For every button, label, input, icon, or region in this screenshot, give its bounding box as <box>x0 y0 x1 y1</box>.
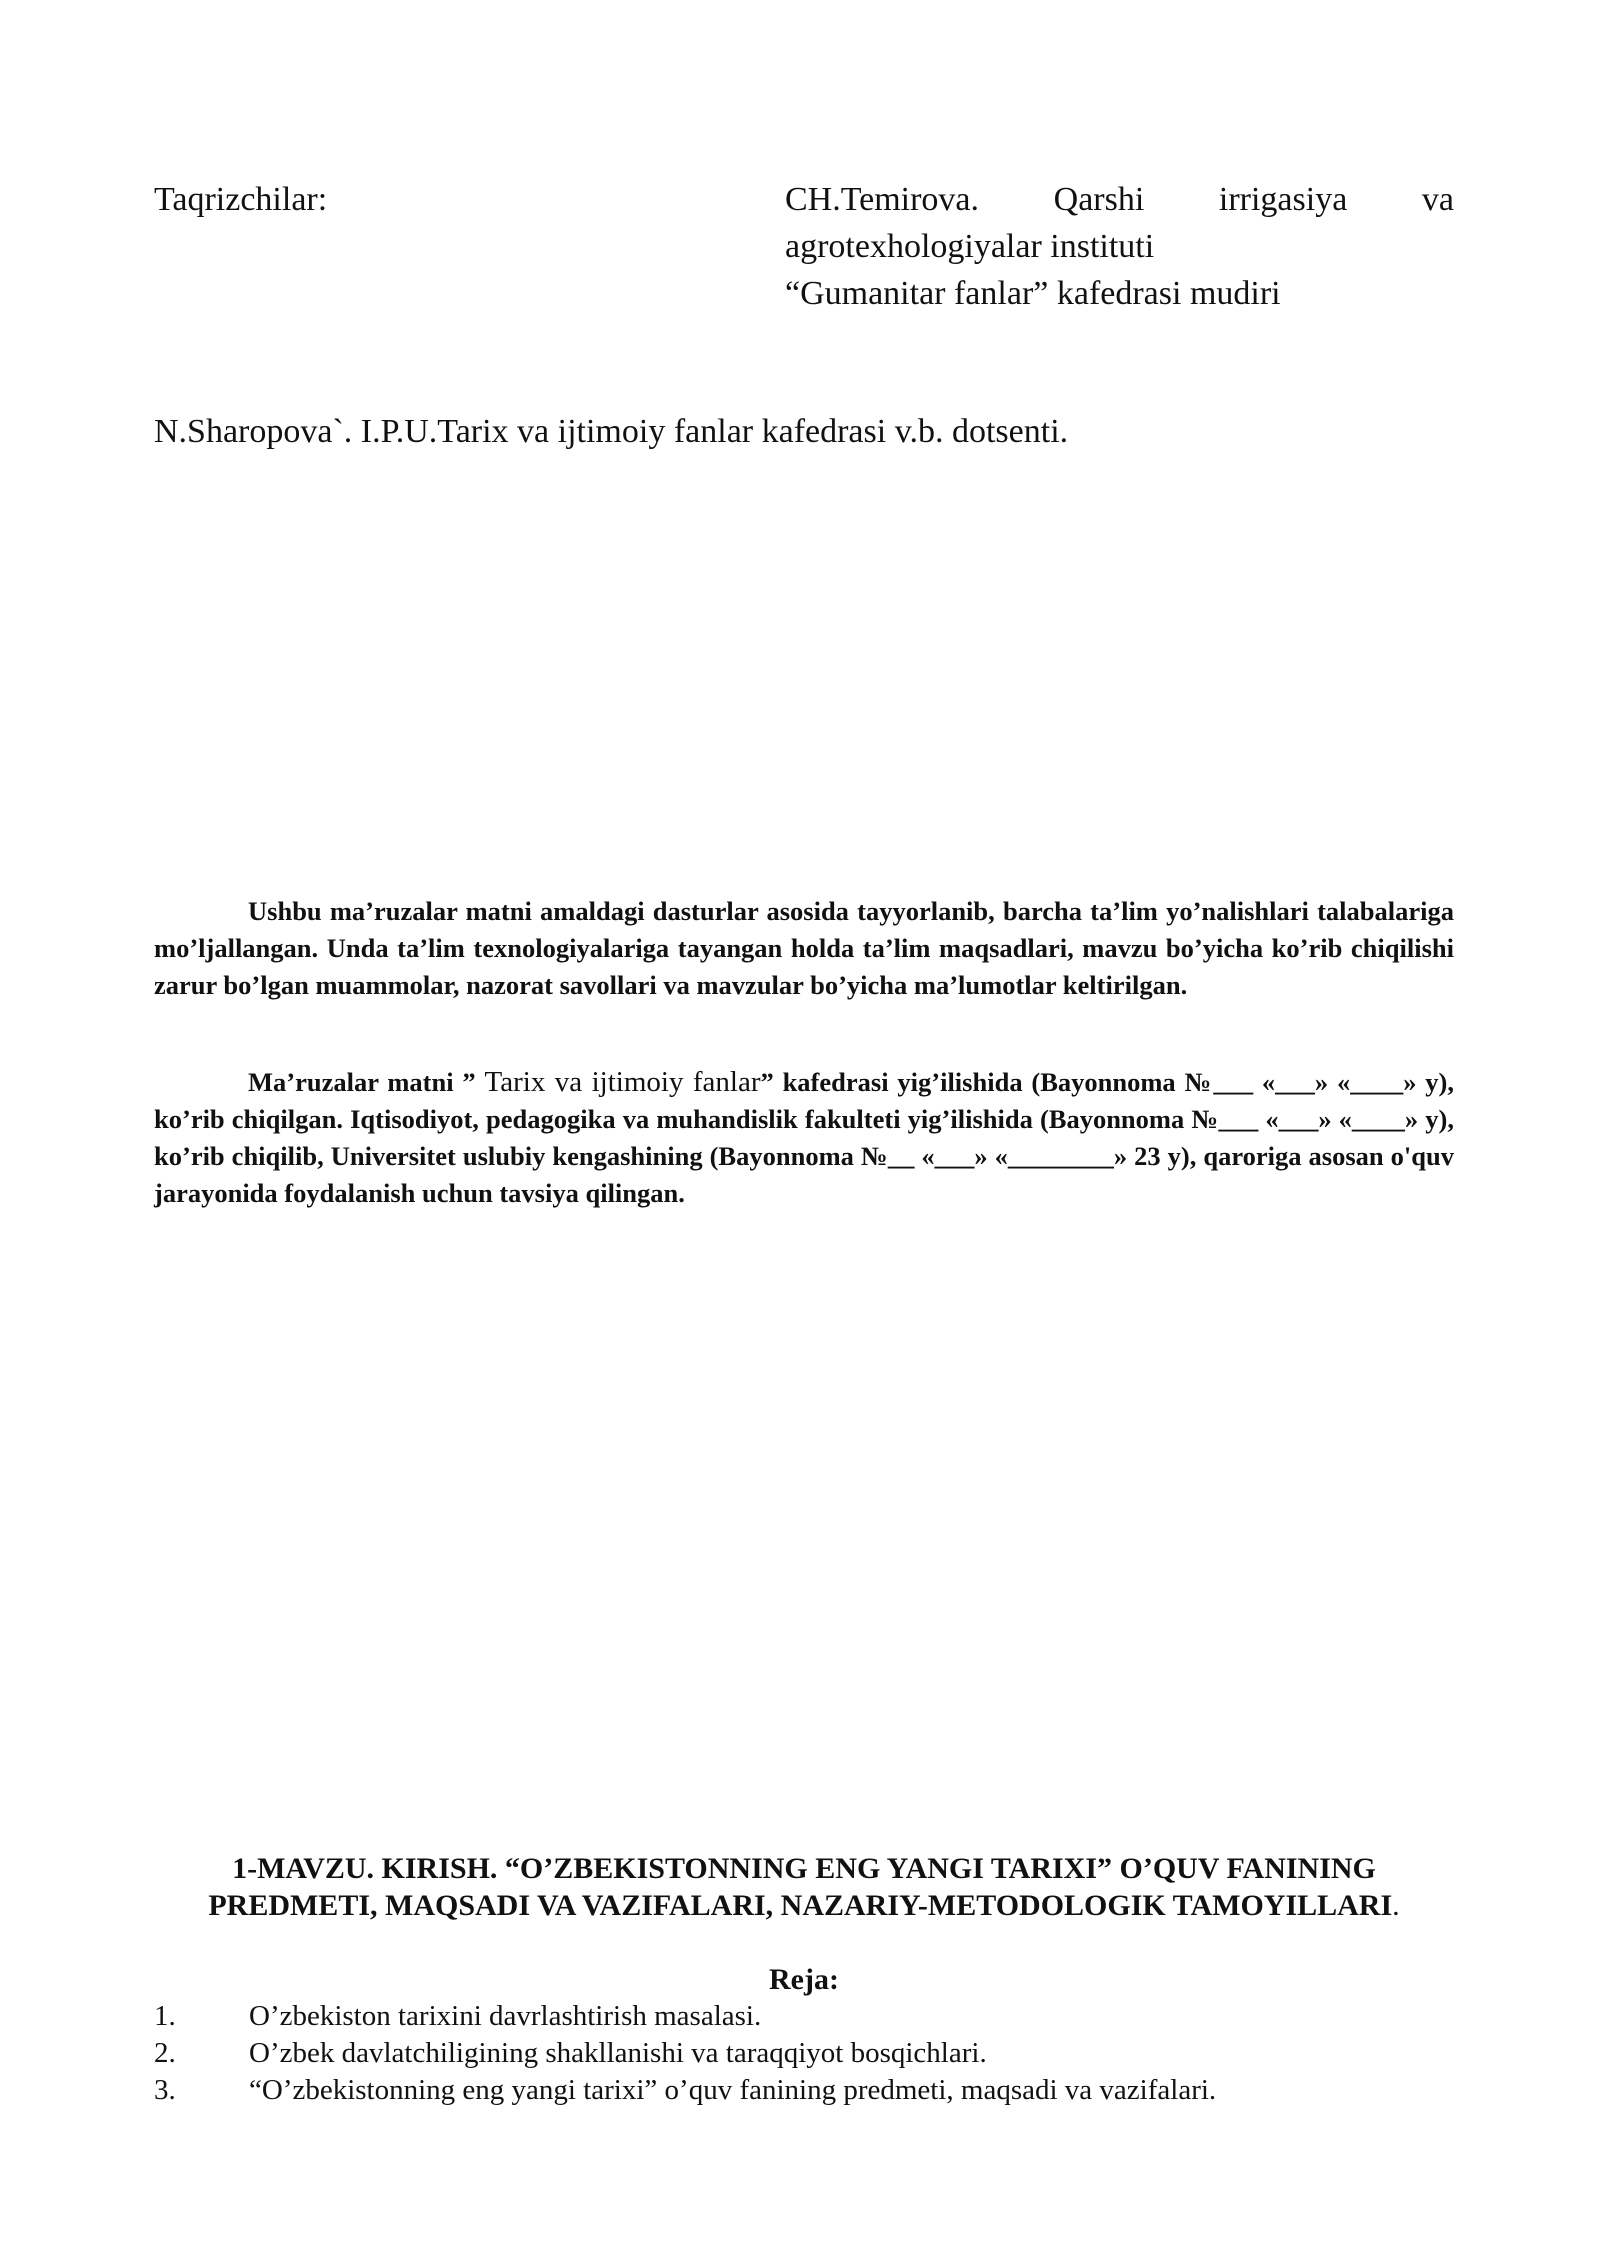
topic-title-period: . <box>1392 1889 1400 1922</box>
reviewers-label: Taqrizchilar: <box>154 181 328 218</box>
plan-item <box>154 1998 1454 2035</box>
plan-item-text: O’zbek davlatchiligining shakllanishi va taraqqiyot bosqichlari. <box>249 2037 987 2069</box>
description-paragraph-2 <box>154 1064 1454 1212</box>
reviewer-1-line-1: CH.Temirova. Qarshi irrigasiya va <box>785 181 1454 218</box>
description-paragraph-2-start: Ma’ruzalar matni ” <box>248 1067 476 1097</box>
plan-list <box>154 1998 1454 2109</box>
plan-item <box>154 2035 1454 2072</box>
plan-item-number: 3. <box>154 2074 176 2106</box>
description-paragraph-2-rest: ” kafedrasi yig’ilishida (Bayonnoma №___ «___» «____» y), ko’rib chiqilgan. Iqtisodiyot, pedagogika va muhandislik fakulteti yig’ilishida (Bayonnoma №___ «___» «____» y), ko’rib chiqilib, Universitet uslubiy kengashining (Bayonnoma №__ «___» «________» 23 y), qaroriga asosan o'quv jarayonida foydalanish uchun tavsiya qilingan. <box>154 1067 1454 1208</box>
description-paragraph-1 <box>154 893 1454 1004</box>
reviewer-1-line-3: “Gumanitar fanlar” kafedrasi mudiri <box>785 275 1281 312</box>
description-paragraph-1-text: Ushbu ma’ruzalar matni amaldagi dasturlar asosida tayyorlanib, barcha ta’lim yo’nalishlari talabalariga mo’ljallangan. Unda ta’lim texnologiyalariga tayangan holda ta’lim maqsadlari, mavzu bo’yicha ko’rib chiqilishi zarur bo’lgan muammolar, nazorat savollari va mavzular bo’yicha ma’lumotlar keltirilgan. <box>154 896 1454 1000</box>
plan-item-text: O’zbekiston tarixini davrlashtirish masalasi. <box>249 2000 762 2032</box>
reviewer-1-line-2: agrotexhologiyalar instituti <box>785 228 1155 265</box>
plan-item-text: “O’zbekistonning eng yangi tarixi” o’quv fanining predmeti, maqsadi va vazifalari. <box>249 2074 1217 2106</box>
reviewer-2: N.Sharopova`. I.P.U.Tarix va ijtimoiy fanlar kafedrasi v.b. dotsenti. <box>154 413 1069 450</box>
department-name: Tarix va ijtimoiy fanlar <box>475 1066 761 1098</box>
plan-item-number: 2. <box>154 2037 176 2069</box>
topic-title <box>154 1850 1454 1924</box>
plan-item-number: 1. <box>154 2000 176 2032</box>
plan-item <box>154 2072 1454 2109</box>
plan-heading: Reja: <box>769 1963 839 1996</box>
topic-title-text: 1-MAVZU. KIRISH. “O’ZBEKISTONNING ENG YANGI TARIXI” O’QUV FANINING PREDMETI, MAQSADI VA VAZIFALARI, NAZARIY-METODOLOGIK TAMOYILLARI <box>208 1852 1393 1922</box>
reviewer-1 <box>785 176 1454 317</box>
